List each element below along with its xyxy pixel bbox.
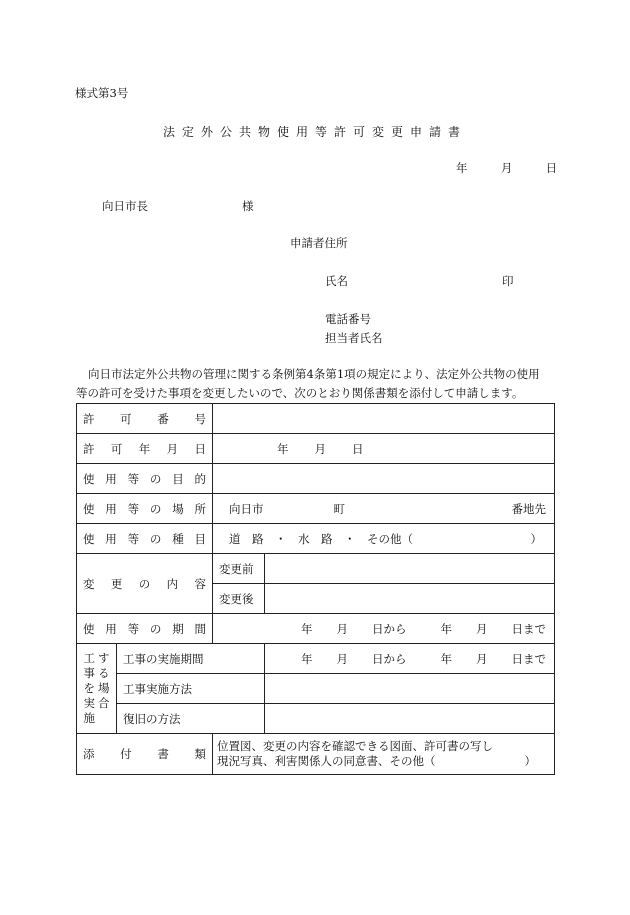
row-location bbox=[77, 494, 555, 524]
permit-date-year: 年 bbox=[277, 441, 289, 456]
title-text: 法定外公共物使用等許可変更申請書 bbox=[162, 125, 467, 139]
restore-method-label: 復旧の方法 bbox=[117, 704, 265, 734]
permit-number-label-text: 許 可 番 号 bbox=[83, 411, 206, 426]
period-m1: 月 bbox=[336, 621, 348, 636]
location-label bbox=[77, 494, 213, 524]
work-period-m2: 月 bbox=[476, 651, 488, 666]
row-work-period bbox=[77, 644, 555, 674]
attachments-label-text: 添 付 書 類 bbox=[83, 747, 206, 761]
work-method-label: 工事実施方法 bbox=[117, 674, 265, 704]
date-line bbox=[456, 160, 557, 176]
location-city: 向日市 bbox=[229, 501, 264, 516]
purpose-label bbox=[77, 464, 213, 494]
restore-method-field[interactable] bbox=[265, 704, 555, 734]
type-field[interactable] bbox=[213, 524, 555, 554]
location-label-text: 使 用 等 の 場 所 bbox=[83, 501, 206, 516]
period-d2: 日まで bbox=[511, 621, 546, 636]
change-content-label bbox=[77, 554, 213, 614]
work-method-field[interactable] bbox=[265, 674, 555, 704]
location-lot: 番地先 bbox=[511, 501, 546, 516]
purpose-label-text: 使 用 等 の 目 的 bbox=[83, 471, 206, 486]
change-content-label-text: 変 更 の 内 容 bbox=[83, 576, 206, 591]
construction-group-label bbox=[77, 644, 117, 734]
applicant-name-label: 氏名 bbox=[325, 274, 348, 288]
application-table bbox=[76, 403, 555, 775]
permit-number-label bbox=[77, 404, 213, 434]
intro-text-line2: 等の許可を受けた事項を変更したいので、次のとおり関係書類を添付して申請します。 bbox=[76, 386, 524, 400]
type-options: 道 路 ・ 水 路 ・ その他（ bbox=[229, 531, 413, 546]
work-period-label: 工事の実施期間 bbox=[117, 644, 265, 674]
row-change-before bbox=[77, 554, 555, 584]
construction-col1: 工 事 を 実 施 bbox=[83, 651, 95, 725]
period-y1: 年 bbox=[301, 621, 313, 636]
work-period-d1: 日から bbox=[372, 651, 407, 666]
intro-text-line1: 向日市法定外公共物の管理に関する条例第4条第1項の規定により、法定外公共物の使用 bbox=[88, 367, 540, 381]
seal-mark: 印 bbox=[502, 274, 514, 288]
period-d1: 日から bbox=[372, 621, 407, 636]
row-period bbox=[77, 614, 555, 644]
attachments-line2: 現況写真、利害関係人の同意書、その他（ bbox=[217, 754, 436, 768]
after-label: 変更後 bbox=[213, 584, 265, 614]
attachments-label bbox=[77, 734, 213, 775]
row-permit-number bbox=[77, 404, 555, 434]
location-town: 町 bbox=[333, 501, 345, 516]
attachments-close: ） bbox=[524, 754, 536, 768]
before-field[interactable] bbox=[265, 554, 555, 584]
type-label bbox=[77, 524, 213, 554]
period-label-text: 使 用 等 の 期 間 bbox=[83, 621, 206, 636]
work-period-y1: 年 bbox=[301, 651, 313, 666]
permit-date-label-text: 許 可 年 月 日 bbox=[83, 441, 206, 456]
row-attachments bbox=[77, 734, 555, 775]
row-work-method bbox=[77, 674, 555, 704]
period-m2: 月 bbox=[476, 621, 488, 636]
permit-date-label bbox=[77, 434, 213, 464]
row-type bbox=[77, 524, 555, 554]
attachments-line1: 位置図、変更の内容を確認できる図面、許可書の写し bbox=[217, 739, 493, 753]
after-field[interactable] bbox=[265, 584, 555, 614]
date-year: 年 bbox=[456, 161, 468, 175]
row-permit-date bbox=[77, 434, 555, 464]
recipient-name: 向日市長 bbox=[102, 199, 148, 213]
permit-date-field[interactable] bbox=[213, 434, 555, 464]
row-restore-method bbox=[77, 704, 555, 734]
permit-number-label-text bbox=[83, 411, 206, 427]
applicant-phone-label: 電話番号 bbox=[325, 312, 371, 326]
type-label-text: 使 用 等 の 種 目 bbox=[83, 531, 206, 546]
purpose-field[interactable] bbox=[213, 464, 555, 494]
work-period-d2: 日まで bbox=[511, 651, 546, 666]
attachments-field[interactable] bbox=[213, 734, 555, 775]
applicant-contact-label: 担当者氏名 bbox=[325, 331, 383, 345]
applicant-address-label: 申請者住所 bbox=[290, 236, 348, 250]
work-period-y2: 年 bbox=[440, 651, 452, 666]
permit-date-day: 日 bbox=[352, 441, 364, 456]
form-number: 様式第3号 bbox=[75, 86, 129, 100]
period-y2: 年 bbox=[440, 621, 452, 636]
construction-col2: す る 場 合 bbox=[98, 651, 110, 710]
work-period-m1: 月 bbox=[336, 651, 348, 666]
before-label: 変更前 bbox=[213, 554, 265, 584]
period-field[interactable] bbox=[213, 614, 555, 644]
permit-number-field[interactable] bbox=[213, 404, 555, 434]
type-close: ） bbox=[530, 531, 542, 546]
recipient-honorific: 様 bbox=[242, 199, 254, 213]
location-field[interactable] bbox=[213, 494, 555, 524]
work-period-field[interactable] bbox=[265, 644, 555, 674]
document-title bbox=[0, 123, 630, 140]
date-month: 月 bbox=[500, 161, 513, 175]
period-label bbox=[77, 614, 213, 644]
date-day: 日 bbox=[545, 161, 558, 175]
row-purpose bbox=[77, 464, 555, 494]
permit-date-month: 月 bbox=[314, 441, 326, 456]
